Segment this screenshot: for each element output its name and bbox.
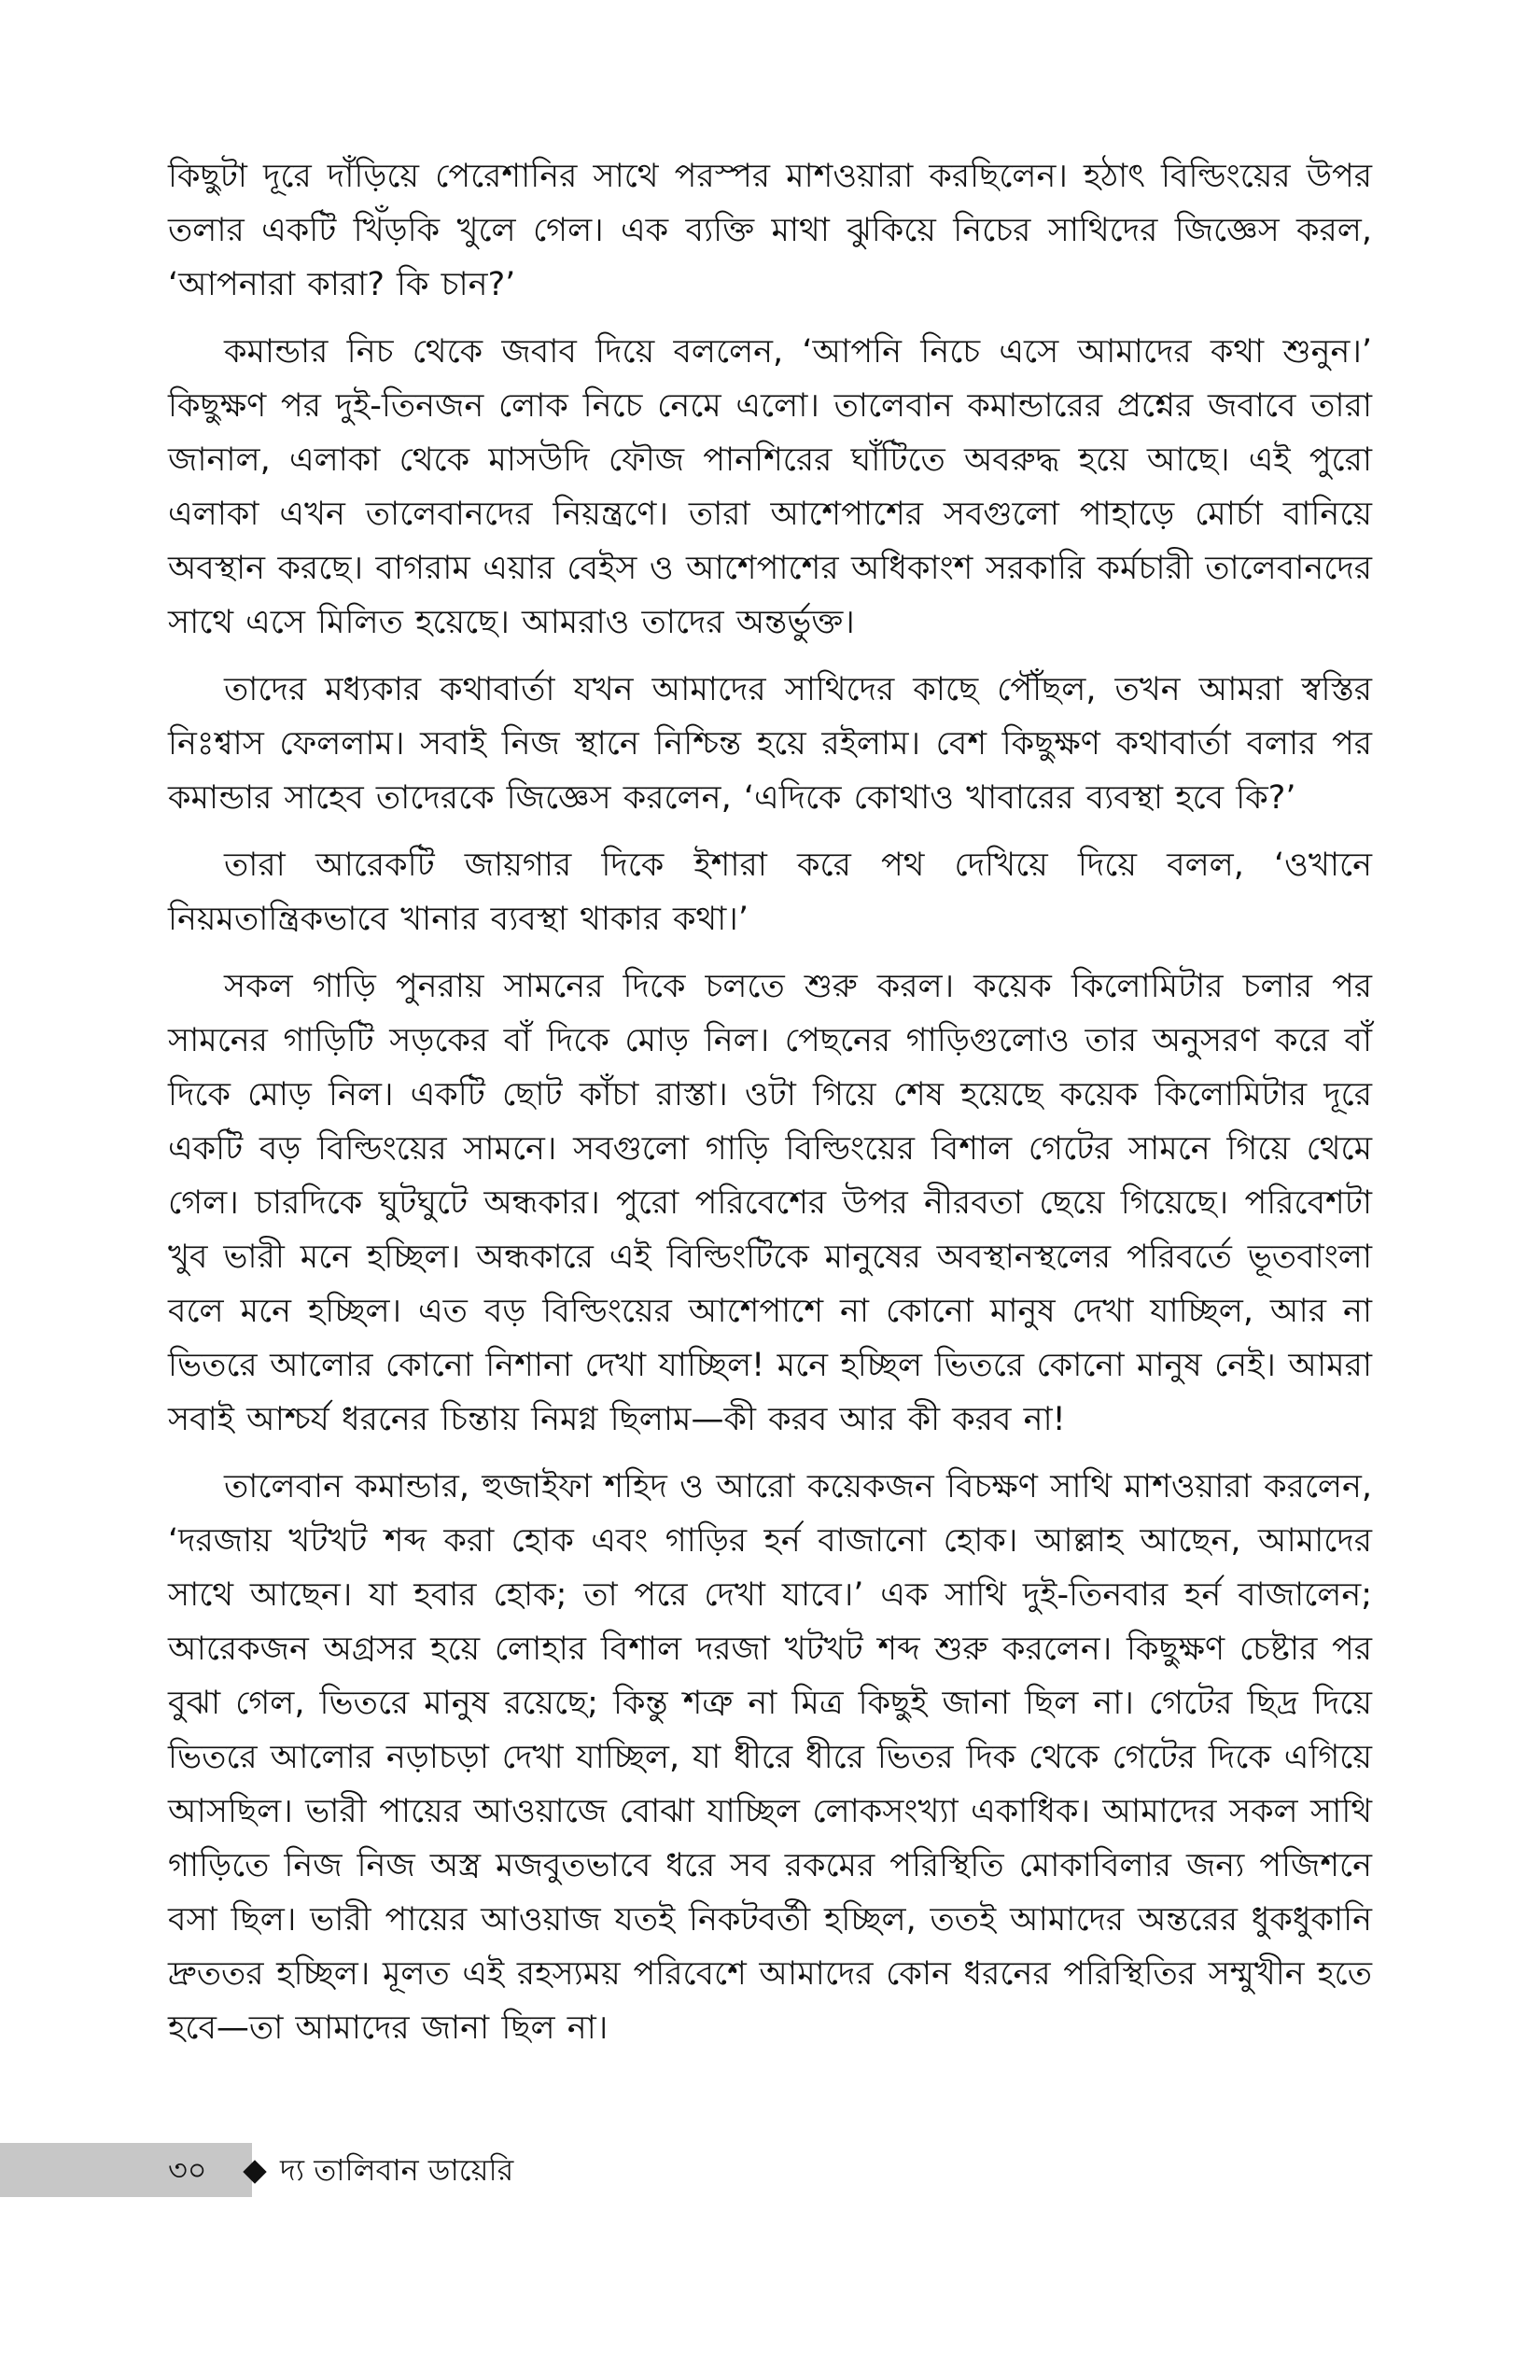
paragraph-2: কমান্ডার নিচ থেকে জবাব দিয়ে বললেন, ‘আপনি নিচে এসে আমাদের কথা শুনুন।’ কিছুক্ষণ পর দুই-তিনজন লোক নিচে নেমে এলো। তালেবান কমান্ডারের প্রশ্নের জবাবে তারা জানাল, এলাকা থেকে মাসউদি ফৌজ পানশিরের ঘাঁটিতে অবরুদ্ধ হয়ে আছে। এই পুরো এলাকা এখন তালেবানদের নিয়ন্ত্রণে। তারা আশেপাশের সবগুলো পাহাড়ে মোর্চা বানিয়ে অবস্থান করছে। বাগরাম এয়ার বেইস ও আশেপাশের অধিকাংশ সরকারি কর্মচারী তালেবানদের সাথে এসে মিলিত হয়েছে। আমরাও তাদের অন্তর্ভুক্ত। — [168, 333, 1372, 641]
paragraph-3: তাদের মধ্যকার কথাবার্তা যখন আমাদের সাথিদের কাছে পৌঁছল, তখন আমরা স্বস্তির নিঃশ্বাস ফেললাম। সবাই নিজ স্থানে নিশ্চিন্ত হয়ে রইলাম। বেশ কিছুক্ষণ কথাবার্তা বলার পর কমান্ডার সাহেব তাদেরকে জিজ্ঞেস করলেন, ‘এদিকে কোথাও খাবারের ব্যবস্থা হবে কি?’ — [168, 671, 1372, 817]
paragraph-6: তালেবান কমান্ডার, হুজাইফা শহিদ ও আরো কয়েকজন বিচক্ষণ সাথি মাশওয়ারা করলেন, ‘দরজায় খটখট শব্দ করা হোক এবং গাড়ির হর্ন বাজানো হোক। আল্লাহ আছেন, আমাদের সাথে আছেন। যা হবার হোক; তা পরে দেখা যাবে।’ এক সাথি দুই-তিনবার হর্ন বাজালেন; আরেকজন অগ্রসর হয়ে লোহার বিশাল দরজা খটখট শব্দ শুরু করলেন। কিছুক্ষণ চেষ্টার পর বুঝা গেল, ভিতরে মানুষ রয়েছে; কিন্তু শত্রু না মিত্র কিছুই জানা ছিল না। গেটের ছিদ্র দিয়ে ভিতরে আলোর নড়াচড়া দেখা যাচ্ছিল, যা ধীরে ধীরে ভিতর দিক থেকে গেটের দিকে এগিয়ে আসছিল। ভারী পায়ের আওয়াজে বোঝা যাচ্ছিল লোকসংখ্যা একাধিক। আমাদের সকল সাথি গাড়িতে নিজ নিজ অস্ত্র মজবুতভাবে ধরে সব রকমের পরিস্থিতি মোকাবিলার জন্য পজিশনে বসা ছিল। ভারী পায়ের আওয়াজ যতই নিকটবর্তী হচ্ছিল, ততই আমাদের অন্তরের ধুকধুকানি দ্রুততর হচ্ছিল। মূলত এই রহস্যময় পরিবেশে আমাদের কোন ধরনের পরিস্থিতির সম্মুখীন হতে হবে—তা আমাদের জানা ছিল না। — [168, 1468, 1372, 2047]
paragraph-5: সকল গাড়ি পুনরায় সামনের দিকে চলতে শুরু করল। কয়েক কিলোমিটার চলার পর সামনের গাড়িটি সড়কের বাঁ দিকে মোড় নিল। পেছনের গাড়িগুলোও তার অনুসরণ করে বাঁ দিকে মোড় নিল। একটি ছোট কাঁচা রাস্তা। ওটা গিয়ে শেষ হয়েছে কয়েক কিলোমিটার দূরে একটি বড় বিল্ডিংয়ের সামনে। সবগুলো গাড়ি বিল্ডিংয়ের বিশাল গেটের সামনে গিয়ে থেমে গেল। চারদিকে ঘুটঘুটে অন্ধকার। পুরো পরিবেশের উপর নীরবতা ছেয়ে গিয়েছে। পরিবেশটা খুব ভারী মনে হচ্ছিল। অন্ধকারে এই বিল্ডিংটিকে মানুষের অবস্থানস্থলের পরিবর্তে ভূতবাংলা বলে মনে হচ্ছিল। এত বড় বিল্ডিংয়ের আশেপাশে না কোনো মানুষ দেখা যাচ্ছিল, আর না ভিতরে আলোর কোনো নিশানা দেখা যাচ্ছিল! মনে হচ্ছিল ভিতরে কোনো মানুষ নেই। আমরা সবাই আশ্চর্য ধরনের চিন্তায় নিমগ্ন ছিলাম—কী করব আর কী করব না! — [168, 968, 1372, 1438]
footer-band — [0, 2143, 252, 2197]
page-number: ৩০ — [168, 2152, 207, 2188]
paragraph-4: তারা আরেকটি জায়গার দিকে ইশারা করে পথ দেখিয়ে দিয়ে বলল, ‘ওখানে নিয়মতান্ত্রিকভাবে খানার ব্যবস্থা থাকার কথা।’ — [168, 847, 1372, 938]
paragraph-1: কিছুটা দূরে দাঁড়িয়ে পেরেশানির সাথে পরস্পর মাশওয়ারা করছিলেন। হঠাৎ বিল্ডিংয়ের উপর তলার একটি খিঁড়কি খুলে গেল। এক ব্যক্তি মাথা ঝুকিয়ে নিচের সাথিদের জিজ্ঞেস করল, ‘আপনারা কারা? কি চান?’ — [168, 158, 1372, 303]
running-title: দ্য তালিবান ডায়েরি — [280, 2152, 514, 2188]
body-text — [168, 149, 1372, 2055]
